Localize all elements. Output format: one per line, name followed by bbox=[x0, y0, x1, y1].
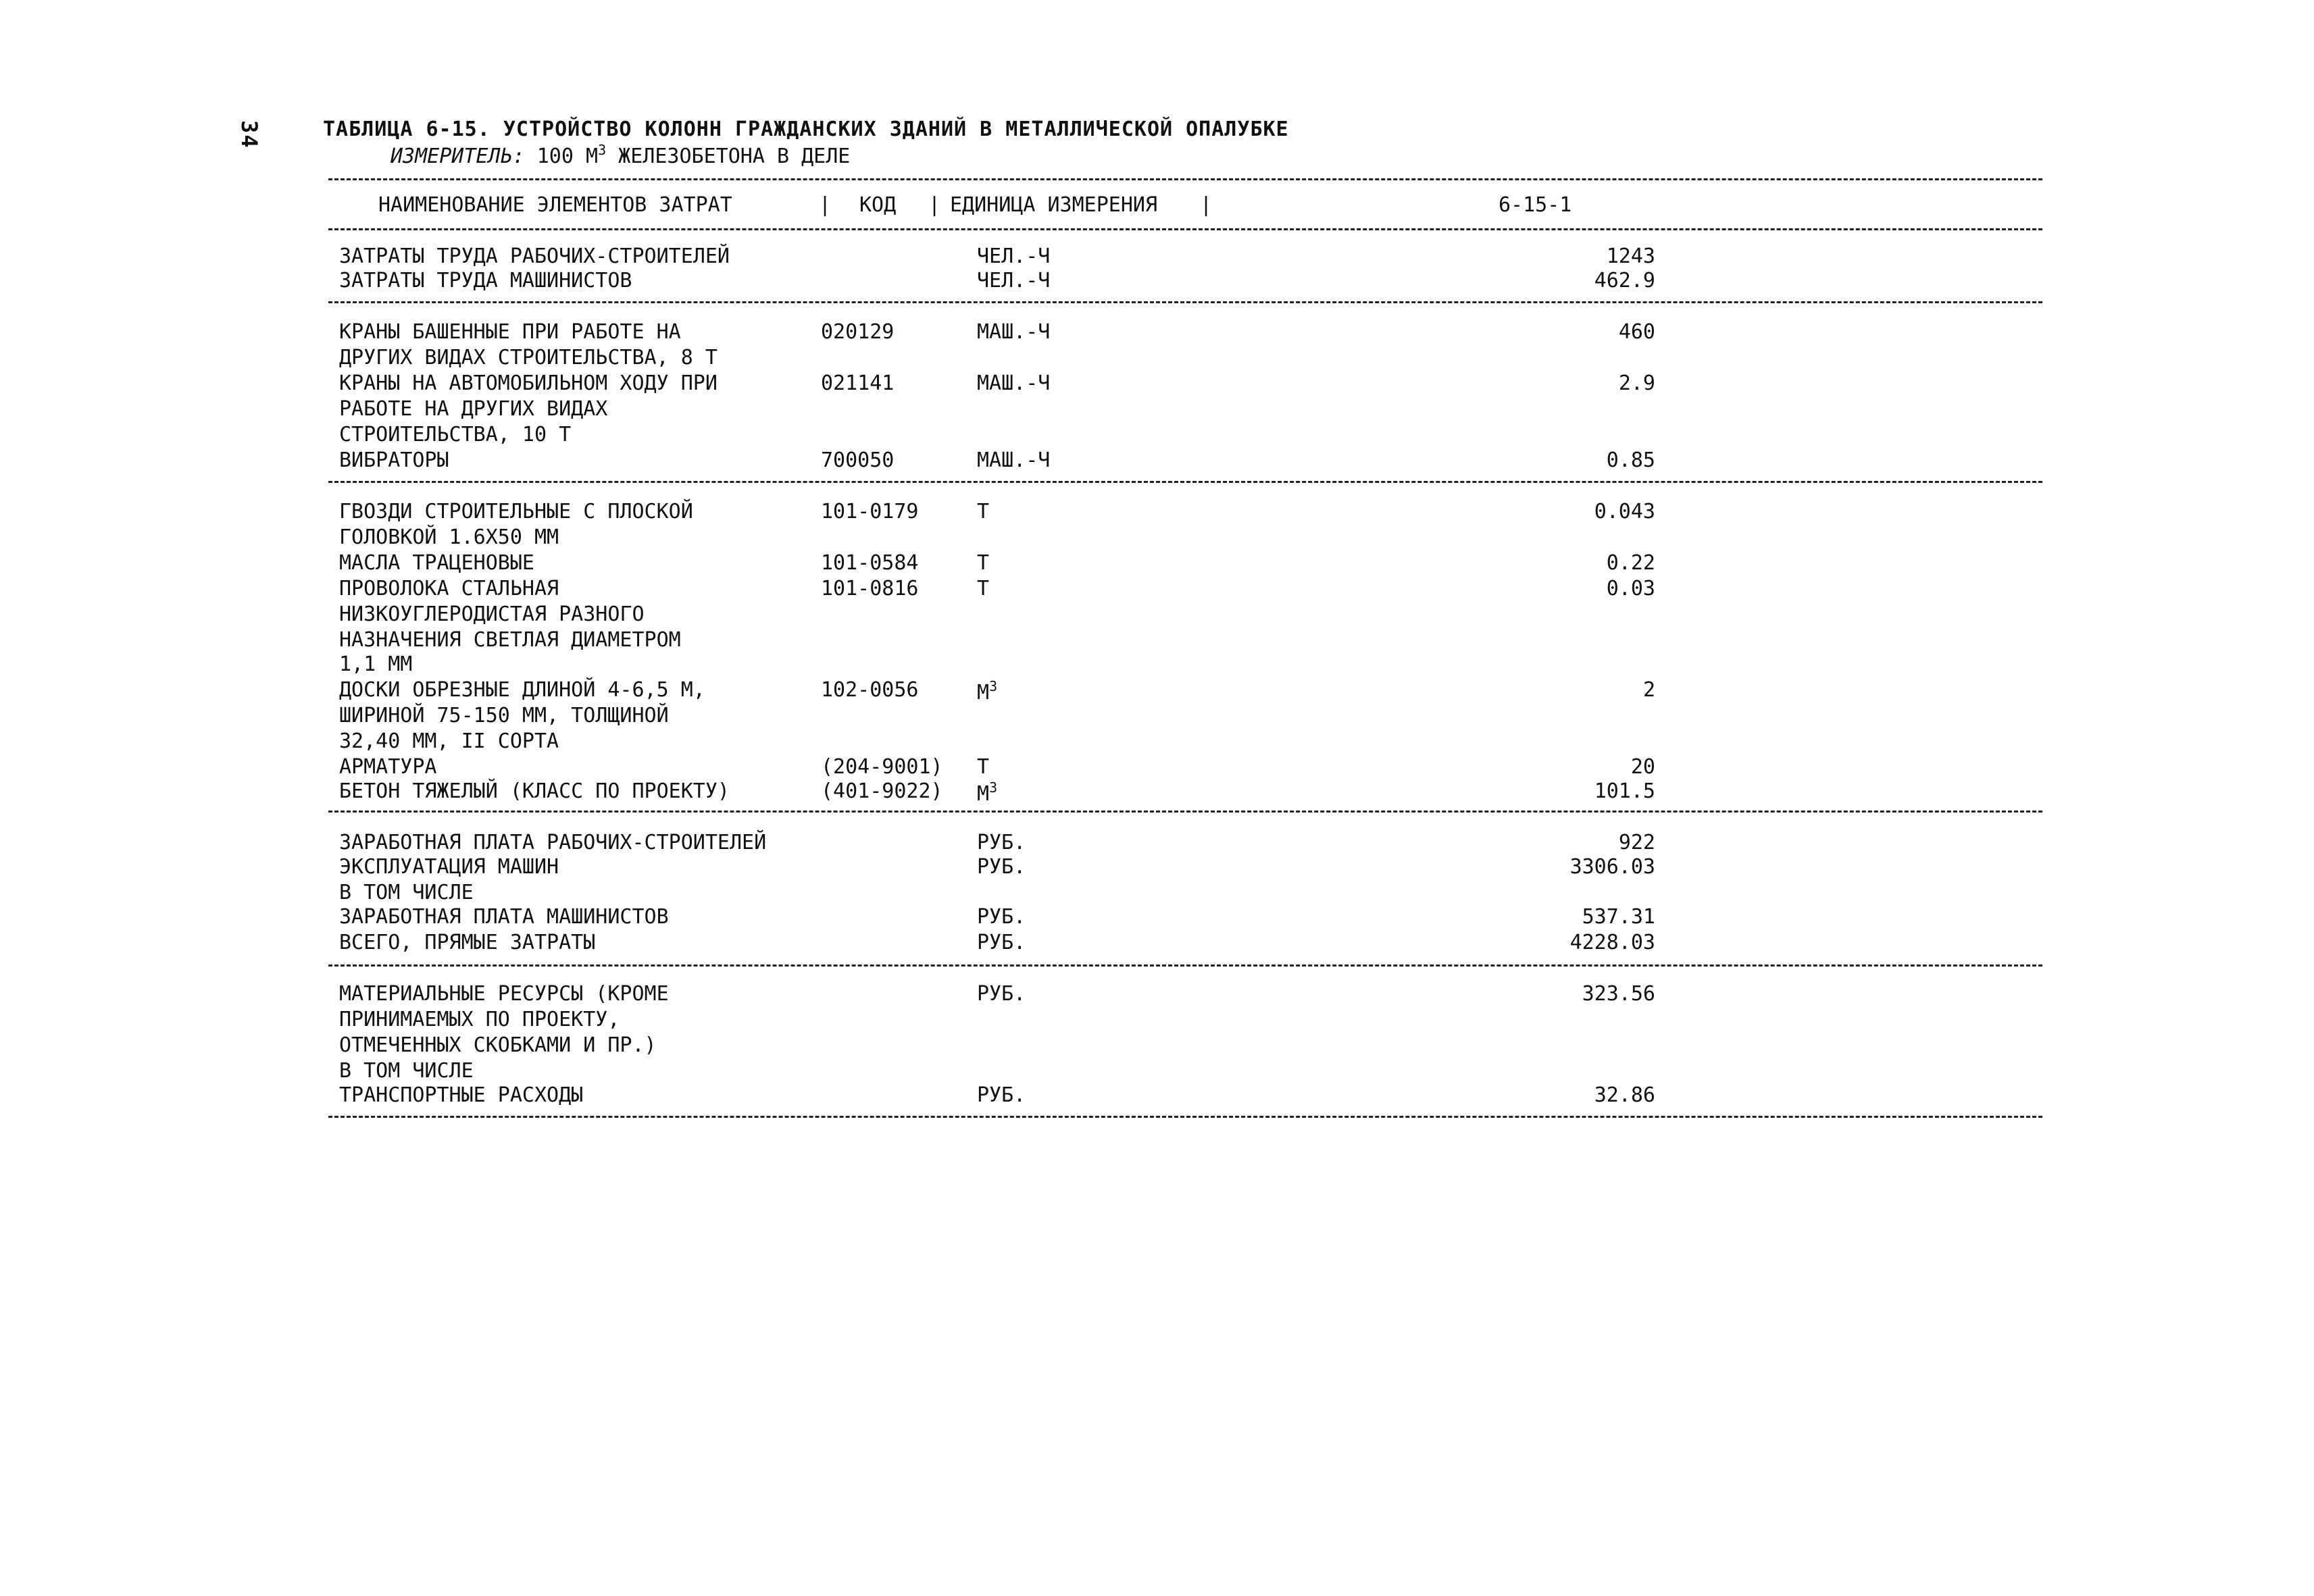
measure-label: ИЗМЕРИТЕЛЬ: bbox=[391, 145, 525, 168]
cell-value: 0.85 bbox=[1606, 448, 1655, 472]
cell-name: ГВОЗДИ СТРОИТЕЛЬНЫЕ С ПЛОСКОЙ bbox=[339, 500, 693, 523]
rule-top bbox=[328, 178, 2042, 180]
table-row bbox=[0, 397, 2314, 424]
cell-unit: РУБ. bbox=[977, 855, 1026, 879]
cell-name: ЗАРАБОТНАЯ ПЛАТА МАШИНИСТОВ bbox=[339, 905, 669, 929]
cell-name: ШИРИНОЙ 75-150 ММ, ТОЛЩИНОЙ bbox=[339, 704, 669, 727]
table-row bbox=[0, 1083, 2314, 1110]
cell-name: КРАНЫ БАШЕННЫЕ ПРИ РАБОТЕ НА bbox=[339, 320, 681, 344]
table-row bbox=[0, 500, 2314, 527]
cell-value: 32.86 bbox=[1594, 1083, 1655, 1107]
table-row bbox=[0, 551, 2314, 578]
header-unit: ЕДИНИЦА ИЗМЕРЕНИЯ bbox=[950, 193, 1158, 217]
cell-name: ВИБРАТОРЫ bbox=[339, 448, 449, 472]
cell-name: ЗАРАБОТНАЯ ПЛАТА РАБОЧИХ-СТРОИТЕЛЕЙ bbox=[339, 831, 767, 854]
cell-name: ВСЕГО, ПРЯМЫЕ ЗАТРАТЫ bbox=[339, 931, 596, 954]
cell-unit bbox=[977, 779, 997, 806]
cell-value: 0.22 bbox=[1606, 551, 1655, 575]
cell-code: 700050 bbox=[821, 448, 895, 472]
cell-name: СТРОИТЕЛЬСТВА, 10 Т bbox=[339, 423, 572, 446]
cell-name: НАЗНАЧЕНИЯ СВЕТЛАЯ ДИАМЕТРОМ bbox=[339, 628, 681, 652]
cell-value: 1243 bbox=[1606, 244, 1655, 268]
header-code: КОД bbox=[859, 193, 897, 217]
cell-unit: Т bbox=[977, 551, 990, 575]
table-row bbox=[0, 628, 2314, 655]
cell-name: ЗАТРАТЫ ТРУДА МАШИНИСТОВ bbox=[339, 269, 632, 292]
table-row bbox=[0, 931, 2314, 958]
table-row bbox=[0, 704, 2314, 731]
table-row bbox=[0, 1008, 2314, 1035]
cell-name: КРАНЫ НА АВТОМОБИЛЬНОМ ХОДУ ПРИ bbox=[339, 371, 718, 395]
cell-unit: ЧЕЛ.-Ч bbox=[977, 244, 1051, 268]
rule-header bbox=[328, 228, 2042, 230]
cell-code: 102-0056 bbox=[821, 678, 919, 702]
unit-text: М bbox=[977, 782, 990, 806]
table-row bbox=[0, 755, 2314, 782]
cell-name: БЕТОН ТЯЖЕЛЫЙ (КЛАСС ПО ПРОЕКТУ) bbox=[339, 779, 730, 803]
cell-name: ЭКСПЛУАТАЦИЯ МАШИН bbox=[339, 855, 559, 879]
table-row bbox=[0, 244, 2314, 272]
cell-code: (204-9001) bbox=[821, 755, 943, 779]
cell-name: ПРОВОЛОКА СТАЛЬНАЯ bbox=[339, 577, 559, 600]
section-rule bbox=[328, 810, 2042, 813]
cell-code: 101-0584 bbox=[821, 551, 919, 575]
table-row bbox=[0, 1033, 2314, 1060]
table-row bbox=[0, 577, 2314, 604]
header-separator: | bbox=[1200, 193, 1213, 217]
cell-name: ОТМЕЧЕННЫХ СКОБКАМИ И ПР.) bbox=[339, 1033, 657, 1057]
cell-name: МАСЛА ТРАЦЕНОВЫЕ bbox=[339, 551, 534, 575]
table-row bbox=[0, 855, 2314, 882]
table-row bbox=[0, 779, 2314, 806]
cell-unit: Т bbox=[977, 755, 990, 779]
cell-unit: ЧЕЛ.-Ч bbox=[977, 269, 1051, 292]
table-row bbox=[0, 652, 2314, 679]
cell-value: 462.9 bbox=[1594, 269, 1655, 292]
cell-unit: МАШ.-Ч bbox=[977, 448, 1051, 472]
page-number: 34 bbox=[236, 120, 262, 149]
section-rule bbox=[328, 1116, 2042, 1118]
cell-value: 20 bbox=[1630, 755, 1655, 779]
cell-name: РАБОТЕ НА ДРУГИХ ВИДАХ bbox=[339, 397, 608, 421]
table-row bbox=[0, 982, 2314, 1009]
unit-text: М bbox=[977, 681, 990, 704]
section-rule bbox=[328, 964, 2042, 967]
header-separator: | bbox=[819, 193, 832, 217]
table-title: ТАБЛИЦА 6-15. УСТРОЙСТВО КОЛОНН ГРАЖДАНСКИХ ЗДАНИЙ В МЕТАЛЛИЧЕСКОЙ ОПАЛУБКЕ bbox=[323, 118, 1289, 141]
table-header bbox=[328, 193, 2042, 227]
cell-value: 2.9 bbox=[1618, 371, 1655, 395]
cell-name: ДОСКИ ОБРЕЗНЫЕ ДЛИНОЙ 4-6,5 М, bbox=[339, 678, 705, 702]
measure-rest: ЖЕЛЕЗОБЕТОНА В ДЕЛЕ bbox=[606, 145, 851, 168]
cell-value: 3306.03 bbox=[1569, 855, 1655, 879]
cell-name: ДРУГИХ ВИДАХ СТРОИТЕЛЬСТВА, 8 Т bbox=[339, 346, 718, 369]
table-row bbox=[0, 346, 2314, 373]
header-separator: | bbox=[928, 193, 941, 217]
measure-line bbox=[391, 142, 850, 168]
cell-value: 323.56 bbox=[1582, 982, 1655, 1006]
cell-unit: РУБ. bbox=[977, 982, 1026, 1006]
cell-name: АРМАТУРА bbox=[339, 755, 437, 779]
cell-unit: РУБ. bbox=[977, 905, 1026, 929]
table-row bbox=[0, 423, 2314, 450]
cell-unit: МАШ.-Ч bbox=[977, 371, 1051, 395]
cell-value: 460 bbox=[1618, 320, 1655, 344]
cell-value: 4228.03 bbox=[1569, 931, 1655, 954]
table-row bbox=[0, 602, 2314, 629]
cell-name: 32,40 ММ, II СОРТА bbox=[339, 729, 559, 753]
table-row bbox=[0, 729, 2314, 756]
cell-name: ЗАТРАТЫ ТРУДА РАБОЧИХ-СТРОИТЕЛЕЙ bbox=[339, 244, 730, 268]
cell-name: МАТЕРИАЛЬНЫЕ РЕСУРСЫ (КРОМЕ bbox=[339, 982, 669, 1006]
table-row bbox=[0, 905, 2314, 932]
cell-value: 922 bbox=[1618, 831, 1655, 854]
cell-value: 101.5 bbox=[1594, 779, 1655, 803]
cell-code: 101-0816 bbox=[821, 577, 919, 600]
cell-unit: Т bbox=[977, 577, 990, 600]
cell-code: (401-9022) bbox=[821, 779, 943, 803]
unit-superscript: 3 bbox=[989, 779, 998, 796]
cell-name: ТРАНСПОРТНЫЕ РАСХОДЫ bbox=[339, 1083, 584, 1107]
table-row bbox=[0, 1059, 2314, 1086]
unit-superscript: 3 bbox=[989, 678, 998, 694]
cell-name: В ТОМ ЧИСЛЕ bbox=[339, 1059, 474, 1083]
cell-name: ГОЛОВКОЙ 1.6Х50 ММ bbox=[339, 525, 559, 549]
table-row bbox=[0, 881, 2314, 908]
cell-unit bbox=[977, 678, 997, 704]
table-row bbox=[0, 831, 2314, 858]
cell-unit: РУБ. bbox=[977, 931, 1026, 954]
cell-code: 020129 bbox=[821, 320, 895, 344]
cell-value: 2 bbox=[1642, 678, 1655, 702]
section-rule bbox=[328, 481, 2042, 483]
cell-unit: РУБ. bbox=[977, 1083, 1026, 1107]
table-row bbox=[0, 371, 2314, 398]
table-row bbox=[0, 320, 2314, 347]
cell-name: 1,1 ММ bbox=[339, 652, 413, 676]
cell-value: 0.043 bbox=[1594, 500, 1655, 523]
cell-name: ПРИНИМАЕМЫХ ПО ПРОЕКТУ, bbox=[339, 1008, 620, 1031]
header-name: НАИМЕНОВАНИЕ ЭЛЕМЕНТОВ ЗАТРАТ bbox=[378, 193, 732, 217]
section-rule bbox=[328, 301, 2042, 303]
table-row bbox=[0, 269, 2314, 296]
header-value: 6-15-1 bbox=[1499, 193, 1572, 217]
cell-value: 0.03 bbox=[1606, 577, 1655, 600]
cell-unit: Т bbox=[977, 500, 990, 523]
cell-name: В ТОМ ЧИСЛЕ bbox=[339, 881, 474, 904]
table-row bbox=[0, 678, 2314, 705]
cell-unit: РУБ. bbox=[977, 831, 1026, 854]
table-row bbox=[0, 448, 2314, 475]
cell-name: НИЗКОУГЛЕРОДИСТАЯ РАЗНОГО bbox=[339, 602, 645, 626]
cell-code: 021141 bbox=[821, 371, 895, 395]
measure-amount: 100 М bbox=[536, 145, 599, 168]
cell-unit: МАШ.-Ч bbox=[977, 320, 1051, 344]
table-row bbox=[0, 525, 2314, 552]
cell-value: 537.31 bbox=[1582, 905, 1655, 929]
cell-code: 101-0179 bbox=[821, 500, 919, 523]
measure-superscript: 3 bbox=[598, 142, 607, 158]
